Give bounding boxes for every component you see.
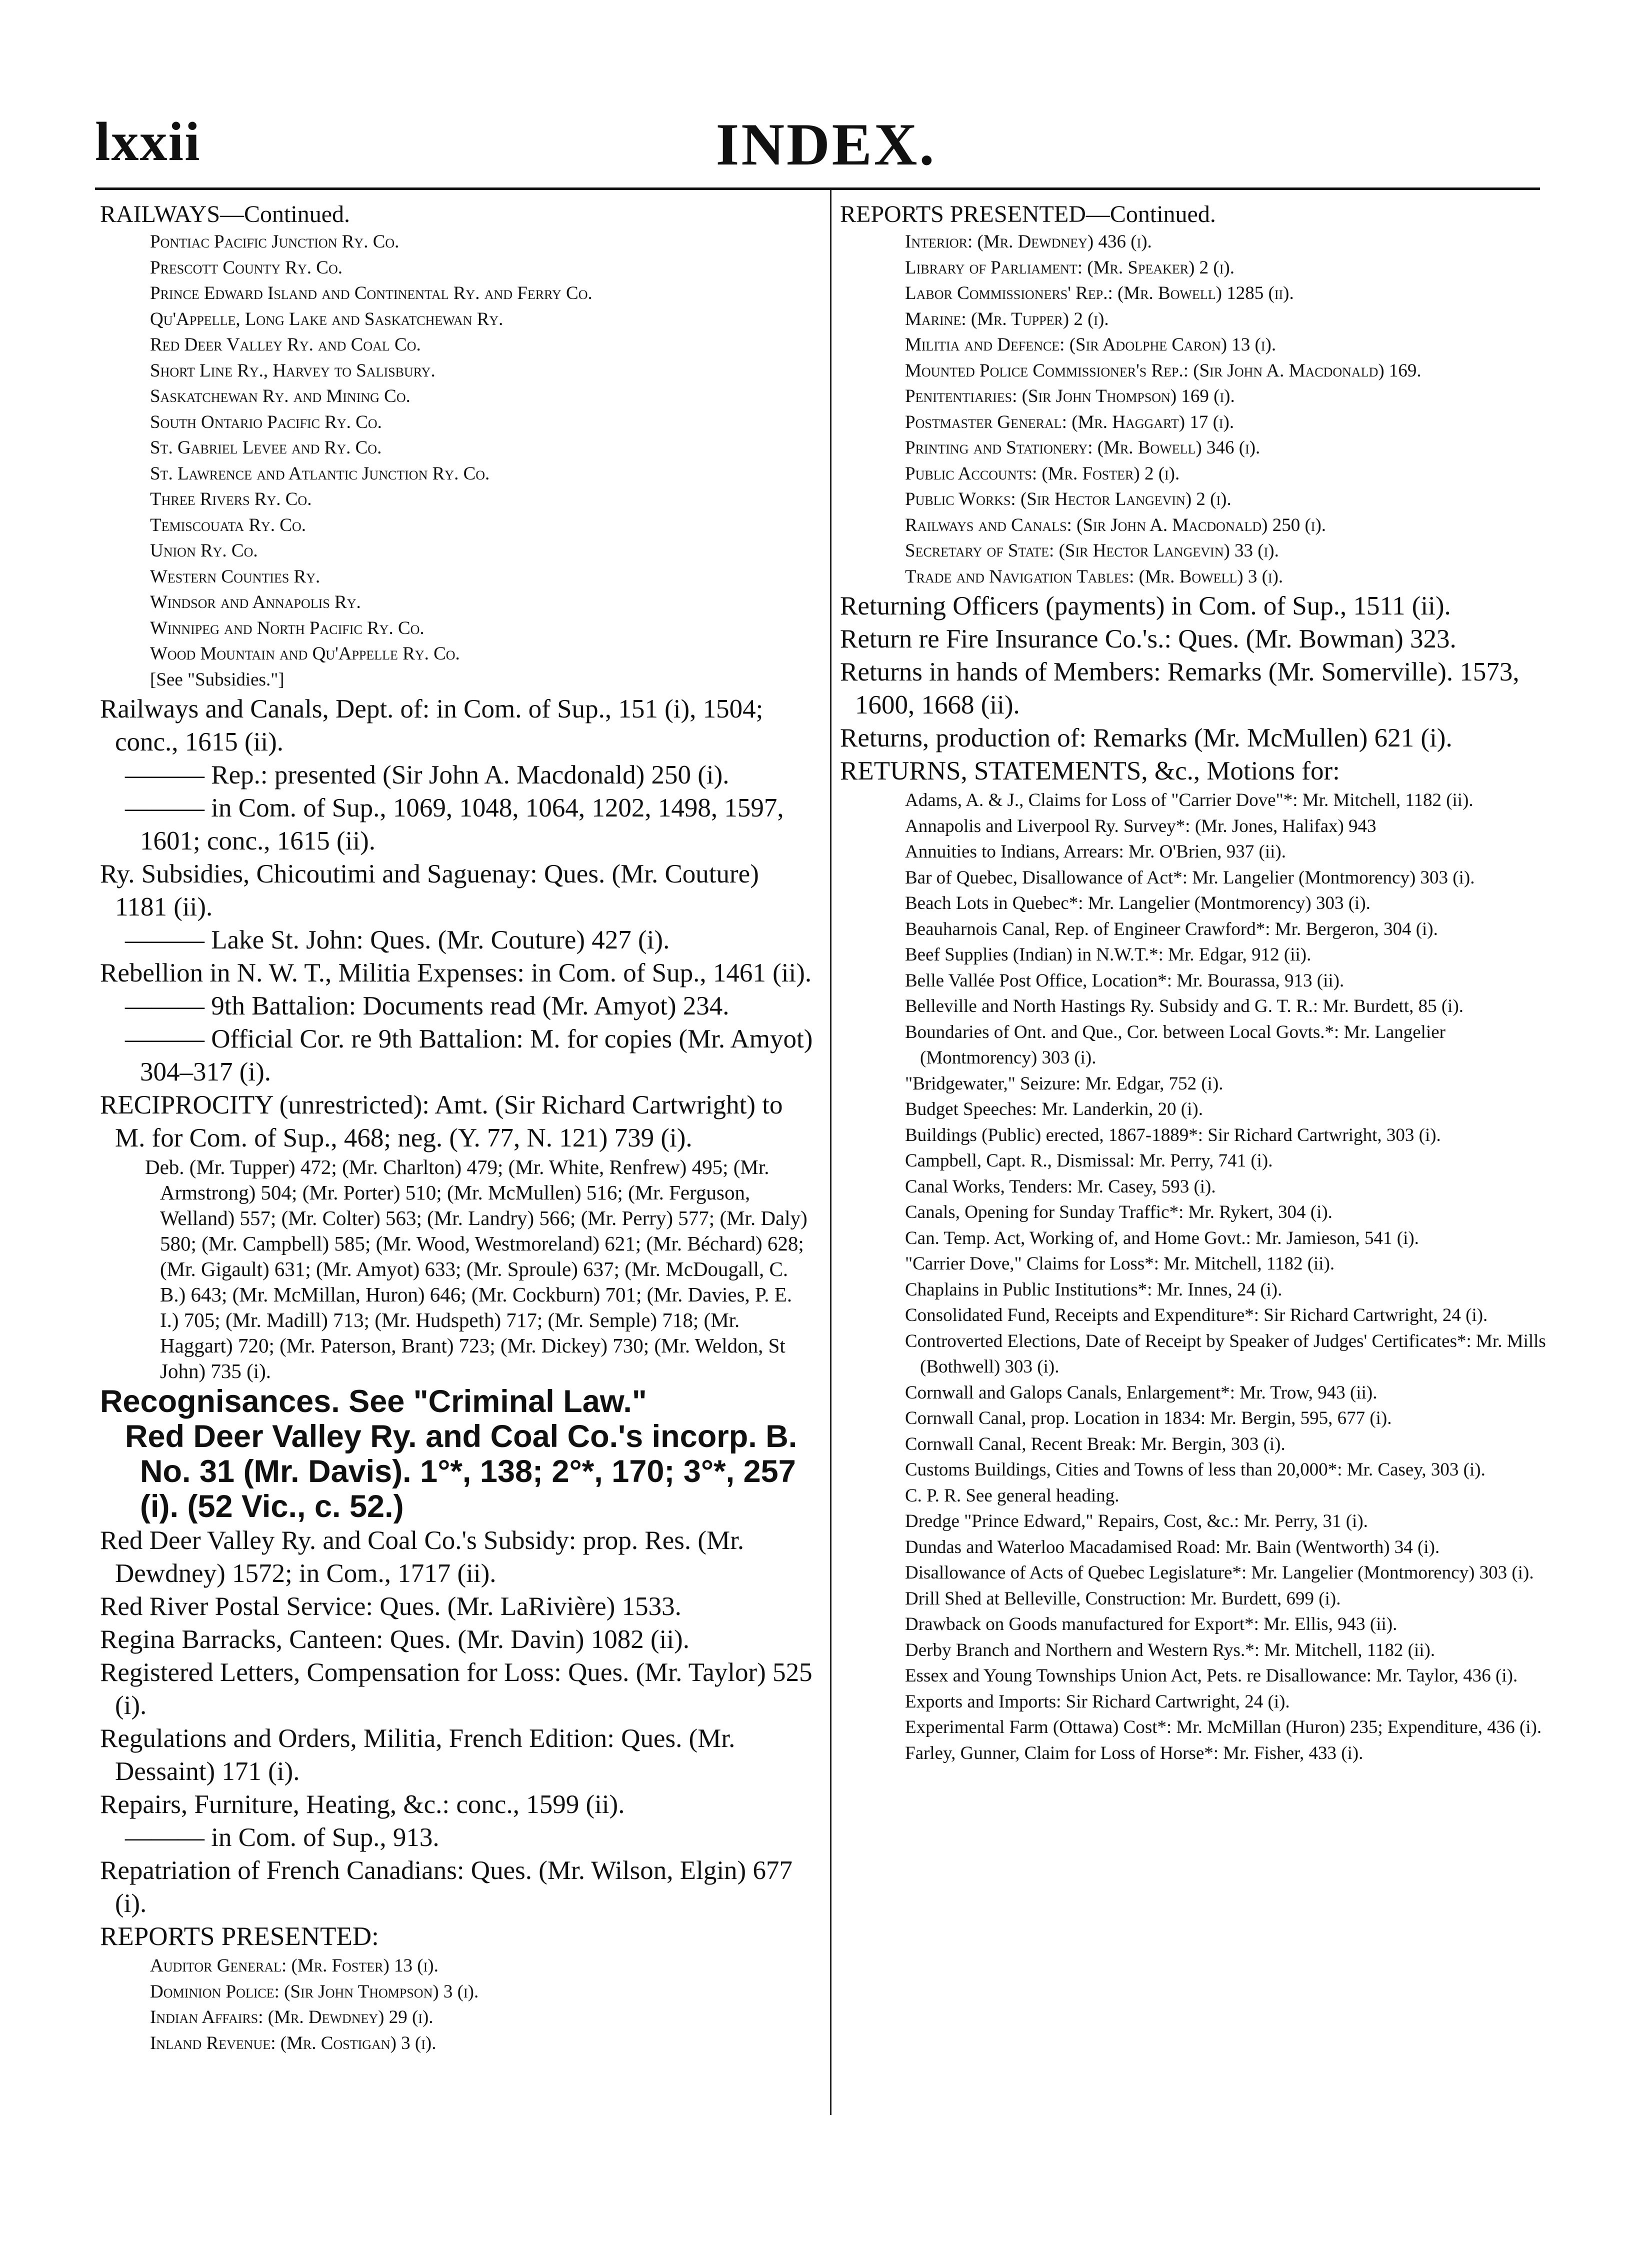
index-entry: Adams, A. & J., Claims for Loss of "Carrier Dove"*: Mr. Mitchell, 1182 (ii). [905,790,1474,810]
index-entry: Auditor General: (Mr. Foster) 13 (i). [150,1956,438,1976]
index-entry: REPORTS PRESENTED: [100,1922,379,1951]
index-entry: Dominion Police: (Sir John Thompson) 3 (i). [150,1981,479,2002]
index-entry: ——— Rep.: presented (Sir John A. Macdonald) 250 (i). [125,760,730,790]
index-entry: Public Accounts: (Mr. Foster) 2 (i). [905,463,1180,484]
index-entry: Controverted Elections, Date of Receipt by Speaker of Judges' Certificates*: Mr. Mills (Bothwell) 303 (i). [905,1330,1546,1377]
index-entry: Cornwall and Galops Canals, Enlargement*: Mr. Trow, 943 (ii). [905,1382,1378,1403]
index-entry: Printing and Stationery: (Mr. Bowell) 346 (i). [905,438,1260,458]
index-entry: Repairs, Furniture, Heating, &c.: conc., 1599 (ii). [100,1790,625,1819]
index-entry: Indian Affairs: (Mr. Dewdney) 29 (i). [150,2007,434,2028]
index-entry: St. Lawrence and Atlantic Junction Ry. Co. [150,463,490,484]
index-entry: Disallowance of Acts of Quebec Legislature*: Mr. Langelier (Montmorency) 303 (i). [905,1562,1534,1583]
index-entry: Militia and Defence: (Sir Adolphe Caron) 13 (i). [905,334,1276,355]
index-entry: Dredge "Prince Edward," Repairs, Cost, &c.: Mr. Perry, 31 (i). [905,1511,1368,1532]
index-entry: Canals, Opening for Sunday Traffic*: Mr. Rykert, 304 (i). [905,1202,1332,1222]
page-number: lxxii [95,111,201,172]
index-entry: Registered Letters, Compensation for Loss: Ques. (Mr. Taylor) 525 (i). [100,1658,812,1720]
header-rule [95,188,1540,190]
index-entry: Drawback on Goods manufactured for Export*: Mr. Ellis, 943 (ii). [905,1614,1398,1634]
index-entry: REPORTS PRESENTED—Continued. [840,201,1216,228]
index-entry: ——— in Com. of Sup., 1069, 1048, 1064, 1202, 1498, 1597, 1601; conc., 1615 (ii). [125,794,784,856]
index-entry: Three Rivers Ry. Co. [150,489,312,510]
index-entry: Inland Revenue: (Mr. Costigan) 3 (i). [150,2032,436,2054]
page-header [0,0,1652,200]
index-entry: Exports and Imports: Sir Richard Cartwright, 24 (i). [905,1691,1290,1712]
index-entry: Returning Officers (payments) in Com. of Sup., 1511 (ii). [840,592,1451,620]
index-entry: Railways and Canals, Dept. of: in Com. of Sup., 151 (i), 1504; conc., 1615 (ii). [100,694,764,756]
index-entry: Recognisances. See "Criminal Law." [100,1384,647,1419]
column-divider [830,190,832,2115]
index-entry: ——— 9th Battalion: Documents read (Mr. Amyot) 234. [125,992,730,1020]
index-entry: Repatriation of French Canadians: Ques. (Mr. Wilson, Elgin) 677 (i). [100,1856,792,1918]
index-entry: "Bridgewater," Seizure: Mr. Edgar, 752 (i). [905,1073,1224,1094]
index-entry: Returns in hands of Members: Remarks (Mr. Somerville). 1573, 1600, 1668 (ii). [840,658,1520,720]
index-entry: Beach Lots in Quebec*: Mr. Langelier (Montmorency) 303 (i). [905,893,1370,914]
index-entry: Regulations and Orders, Militia, French Edition: Ques. (Mr. Dessaint) 171 (i). [100,1724,736,1786]
index-entry: Essex and Young Townships Union Act, Pets. re Disallowance: Mr. Taylor, 436 (i). [905,1666,1518,1686]
index-entry: Chaplains in Public Institutions*: Mr. Innes, 24 (i). [905,1279,1282,1300]
index-entry: Marine: (Mr. Tupper) 2 (i). [905,308,1109,330]
index-entry: Library of Parliament: (Mr. Speaker) 2 (i). [905,257,1234,278]
index-entry: Pontiac Pacific Junction Ry. Co. [150,232,400,252]
index-entry: Return re Fire Insurance Co.'s.: Ques. (Mr. Bowman) 323. [840,624,1456,654]
index-entry: Canal Works, Tenders: Mr. Casey, 593 (i). [905,1176,1216,1197]
index-entry: ——— in Com. of Sup., 913. [125,1823,440,1852]
index-entry: Postmaster General: (Mr. Haggart) 17 (i). [905,412,1234,432]
index-entry: Campbell, Capt. R., Dismissal: Mr. Perry, 741 (i). [905,1150,1273,1171]
index-entry: Beef Supplies (Indian) in N.W.T.*: Mr. Edgar, 912 (ii). [905,944,1312,965]
index-entry: Red Deer Valley Ry. and Coal Co.'s incorp. B. No. 31 (Mr. Davis). 1°*, 138; 2°*, 170; 3°*, 257 (i). (52 Vic., c. 52.) [125,1419,798,1524]
page-title: INDEX. [716,111,936,178]
index-entry: Short Line Ry., Harvey to Salisbury. [150,360,436,381]
index-entry: Budget Speeches: Mr. Landerkin, 20 (i). [905,1099,1203,1120]
index-entry: Red Deer Valley Ry. and Coal Co.'s Subsidy: prop. Res. (Mr. Dewdney) 1572; in Com., 1717 (ii). [100,1526,744,1588]
index-entry: Mounted Police Commissioner's Rep.: (Sir John A. Macdonald) 169. [905,360,1422,381]
index-entry: C. P. R. See general heading. [905,1485,1120,1506]
index-entry: Farley, Gunner, Claim for Loss of Horse*: Mr. Fisher, 433 (i). [905,1742,1364,1764]
index-entry: Boundaries of Ont. and Que., Cor. between Local Govts.*: Mr. Langelier (Montmorency) 303 (i). [905,1022,1446,1068]
index-entry: Buildings (Public) erected, 1867-1889*: Sir Richard Cartwright, 303 (i). [905,1124,1441,1146]
index-entry: Ry. Subsidies, Chicoutimi and Saguenay: Ques. (Mr. Couture) 1181 (ii). [100,860,759,922]
index-entry: Windsor and Annapolis Ry. [150,592,361,612]
index-entry: Cornwall Canal, Recent Break: Mr. Bergin, 303 (i). [905,1434,1286,1454]
index-entry: [See "Subsidies."] [150,669,284,690]
index-entry: Belleville and North Hastings Ry. Subsidy and G. T. R.: Mr. Burdett, 85 (i). [905,996,1464,1016]
index-entry: St. Gabriel Levee and Ry. Co. [150,438,382,458]
index-entry: Red Deer Valley Ry. and Coal Co. [150,334,421,355]
index-entry: RECIPROCITY (unrestricted): Amt. (Sir Richard Cartwright) to M. for Com. of Sup., 468; neg. (Y. 77, N. 121) 739 (i). [100,1090,783,1152]
index-entry: Experimental Farm (Ottawa) Cost*: Mr. McMillan (Huron) 235; Expenditure, 436 (i). [905,1717,1542,1738]
index-entry: Customs Buildings, Cities and Towns of less than 20,000*: Mr. Casey, 303 (i). [905,1460,1486,1480]
right-column [840,200,1550,1766]
index-entry: Annuities to Indians, Arrears: Mr. O'Brien, 937 (ii). [905,842,1286,862]
index-entry: Temiscouata Ry. Co. [150,514,306,536]
index-entry: Bar of Quebec, Disallowance of Act*: Mr. Langelier (Montmorency) 303 (i). [905,867,1475,888]
index-entry: RAILWAYS—Continued. [100,201,350,228]
index-entry: Dundas and Waterloo Macadamised Road: Mr. Bain (Wentworth) 34 (i). [905,1536,1440,1558]
index-entry: Winnipeg and North Pacific Ry. Co. [150,618,424,638]
index-entry: Returns, production of: Remarks (Mr. McMullen) 621 (i). [840,724,1452,752]
index-entry: ——— Official Cor. re 9th Battalion: M. for copies (Mr. Amyot) 304–317 (i). [125,1024,813,1086]
index-entry: Rebellion in N. W. T., Militia Expenses: in Com. of Sup., 1461 (ii). [100,958,812,988]
index-entry: Western Counties Ry. [150,566,320,587]
index-entry: Trade and Navigation Tables: (Mr. Bowell) 3 (i). [905,566,1284,587]
index-entry: "Carrier Dove," Claims for Loss*: Mr. Mitchell, 1182 (ii). [905,1254,1335,1274]
index-entry: Drill Shed at Belleville, Construction: Mr. Burdett, 699 (i). [905,1588,1341,1609]
index-entry: Belle Vallée Post Office, Location*: Mr. Bourassa, 913 (ii). [905,970,1344,991]
index-entry: Prescott County Ry. Co. [150,257,342,278]
index-entry: Qu'Appelle, Long Lake and Saskatchewan Ry. [150,308,504,330]
index-entry: Derby Branch and Northern and Western Rys.*: Mr. Mitchell, 1182 (ii). [905,1640,1436,1660]
index-entry: Wood Mountain and Qu'Appelle Ry. Co. [150,644,460,664]
index-entry: Penitentiaries: (Sir John Thompson) 169 (i). [905,386,1235,406]
index-entry: Beauharnois Canal, Rep. of Engineer Crawford*: Mr. Bergeron, 304 (i). [905,918,1438,940]
index-entry: RETURNS, STATEMENTS, &c., Motions for: [840,756,1340,786]
index-entry: Annapolis and Liverpool Ry. Survey*: (Mr. Jones, Halifax) 943 [905,816,1376,836]
index-entry: Prince Edward Island and Continental Ry. and Ferry Co. [150,283,592,304]
index-entry: Deb. (Mr. Tupper) 472; (Mr. Charlton) 479; (Mr. White, Renfrew) 495; (Mr. Armstrong) 504; (Mr. Porter) 510; (Mr. McMullen) 516; (Mr. Ferguson, Welland) 557; (Mr. Colter) 563; (Mr. Landry) 566; (Mr. Perry) 577; (Mr. Daly) 580; (Mr. Campbell) 585; (Mr. Wood, Westmoreland) 621; (Mr. Béchard) 628; (Mr. Gigault) 631; (Mr. Amyot) 633; (Mr. Sproule) 637; (Mr. McDougall, C. B.) 643; (Mr. McMillan, Huron) 646; (Mr. Cockburn) 701; (Mr. Davies, P. E. I.) 705; (Mr. Madill) 713; (Mr. Hudspeth) 717; (Mr. Semple) 718; (Mr. Haggart) 720; (Mr. Paterson, Brant) 723; (Mr. Dickey) 730; (Mr. Weldon, St John) 735 (i). [145,1156,808,1382]
index-entry: Red River Postal Service: Ques. (Mr. LaRivière) 1533. [100,1592,682,1621]
index-entry: Saskatchewan Ry. and Mining Co. [150,386,410,406]
index-entry: Labor Commissioners' Rep.: (Mr. Bowell) 1285 (ii). [905,283,1294,304]
index-entry: Public Works: (Sir Hector Langevin) 2 (i). [905,489,1232,510]
index-entry: Secretary of State: (Sir Hector Langevin) 33 (i). [905,540,1279,561]
index-entry: Consolidated Fund, Receipts and Expenditure*: Sir Richard Cartwright, 24 (i). [905,1305,1488,1326]
index-entry: Can. Temp. Act, Working of, and Home Govt.: Mr. Jamieson, 541 (i). [905,1228,1419,1248]
index-entry: Interior: (Mr. Dewdney) 436 (i). [905,232,1152,252]
index-entry: ——— Lake St. John: Ques. (Mr. Couture) 427 (i). [125,926,670,954]
left-column [100,200,815,2056]
index-entry: Cornwall Canal, prop. Location in 1834: Mr. Bergin, 595, 677 (i). [905,1408,1392,1428]
index-entry: Regina Barracks, Canteen: Ques. (Mr. Davin) 1082 (ii). [100,1625,690,1654]
index-entry: Union Ry. Co. [150,540,258,561]
index-entry: Railways and Canals: (Sir John A. Macdonald) 250 (i). [905,514,1326,536]
index-entry: South Ontario Pacific Ry. Co. [150,412,382,432]
